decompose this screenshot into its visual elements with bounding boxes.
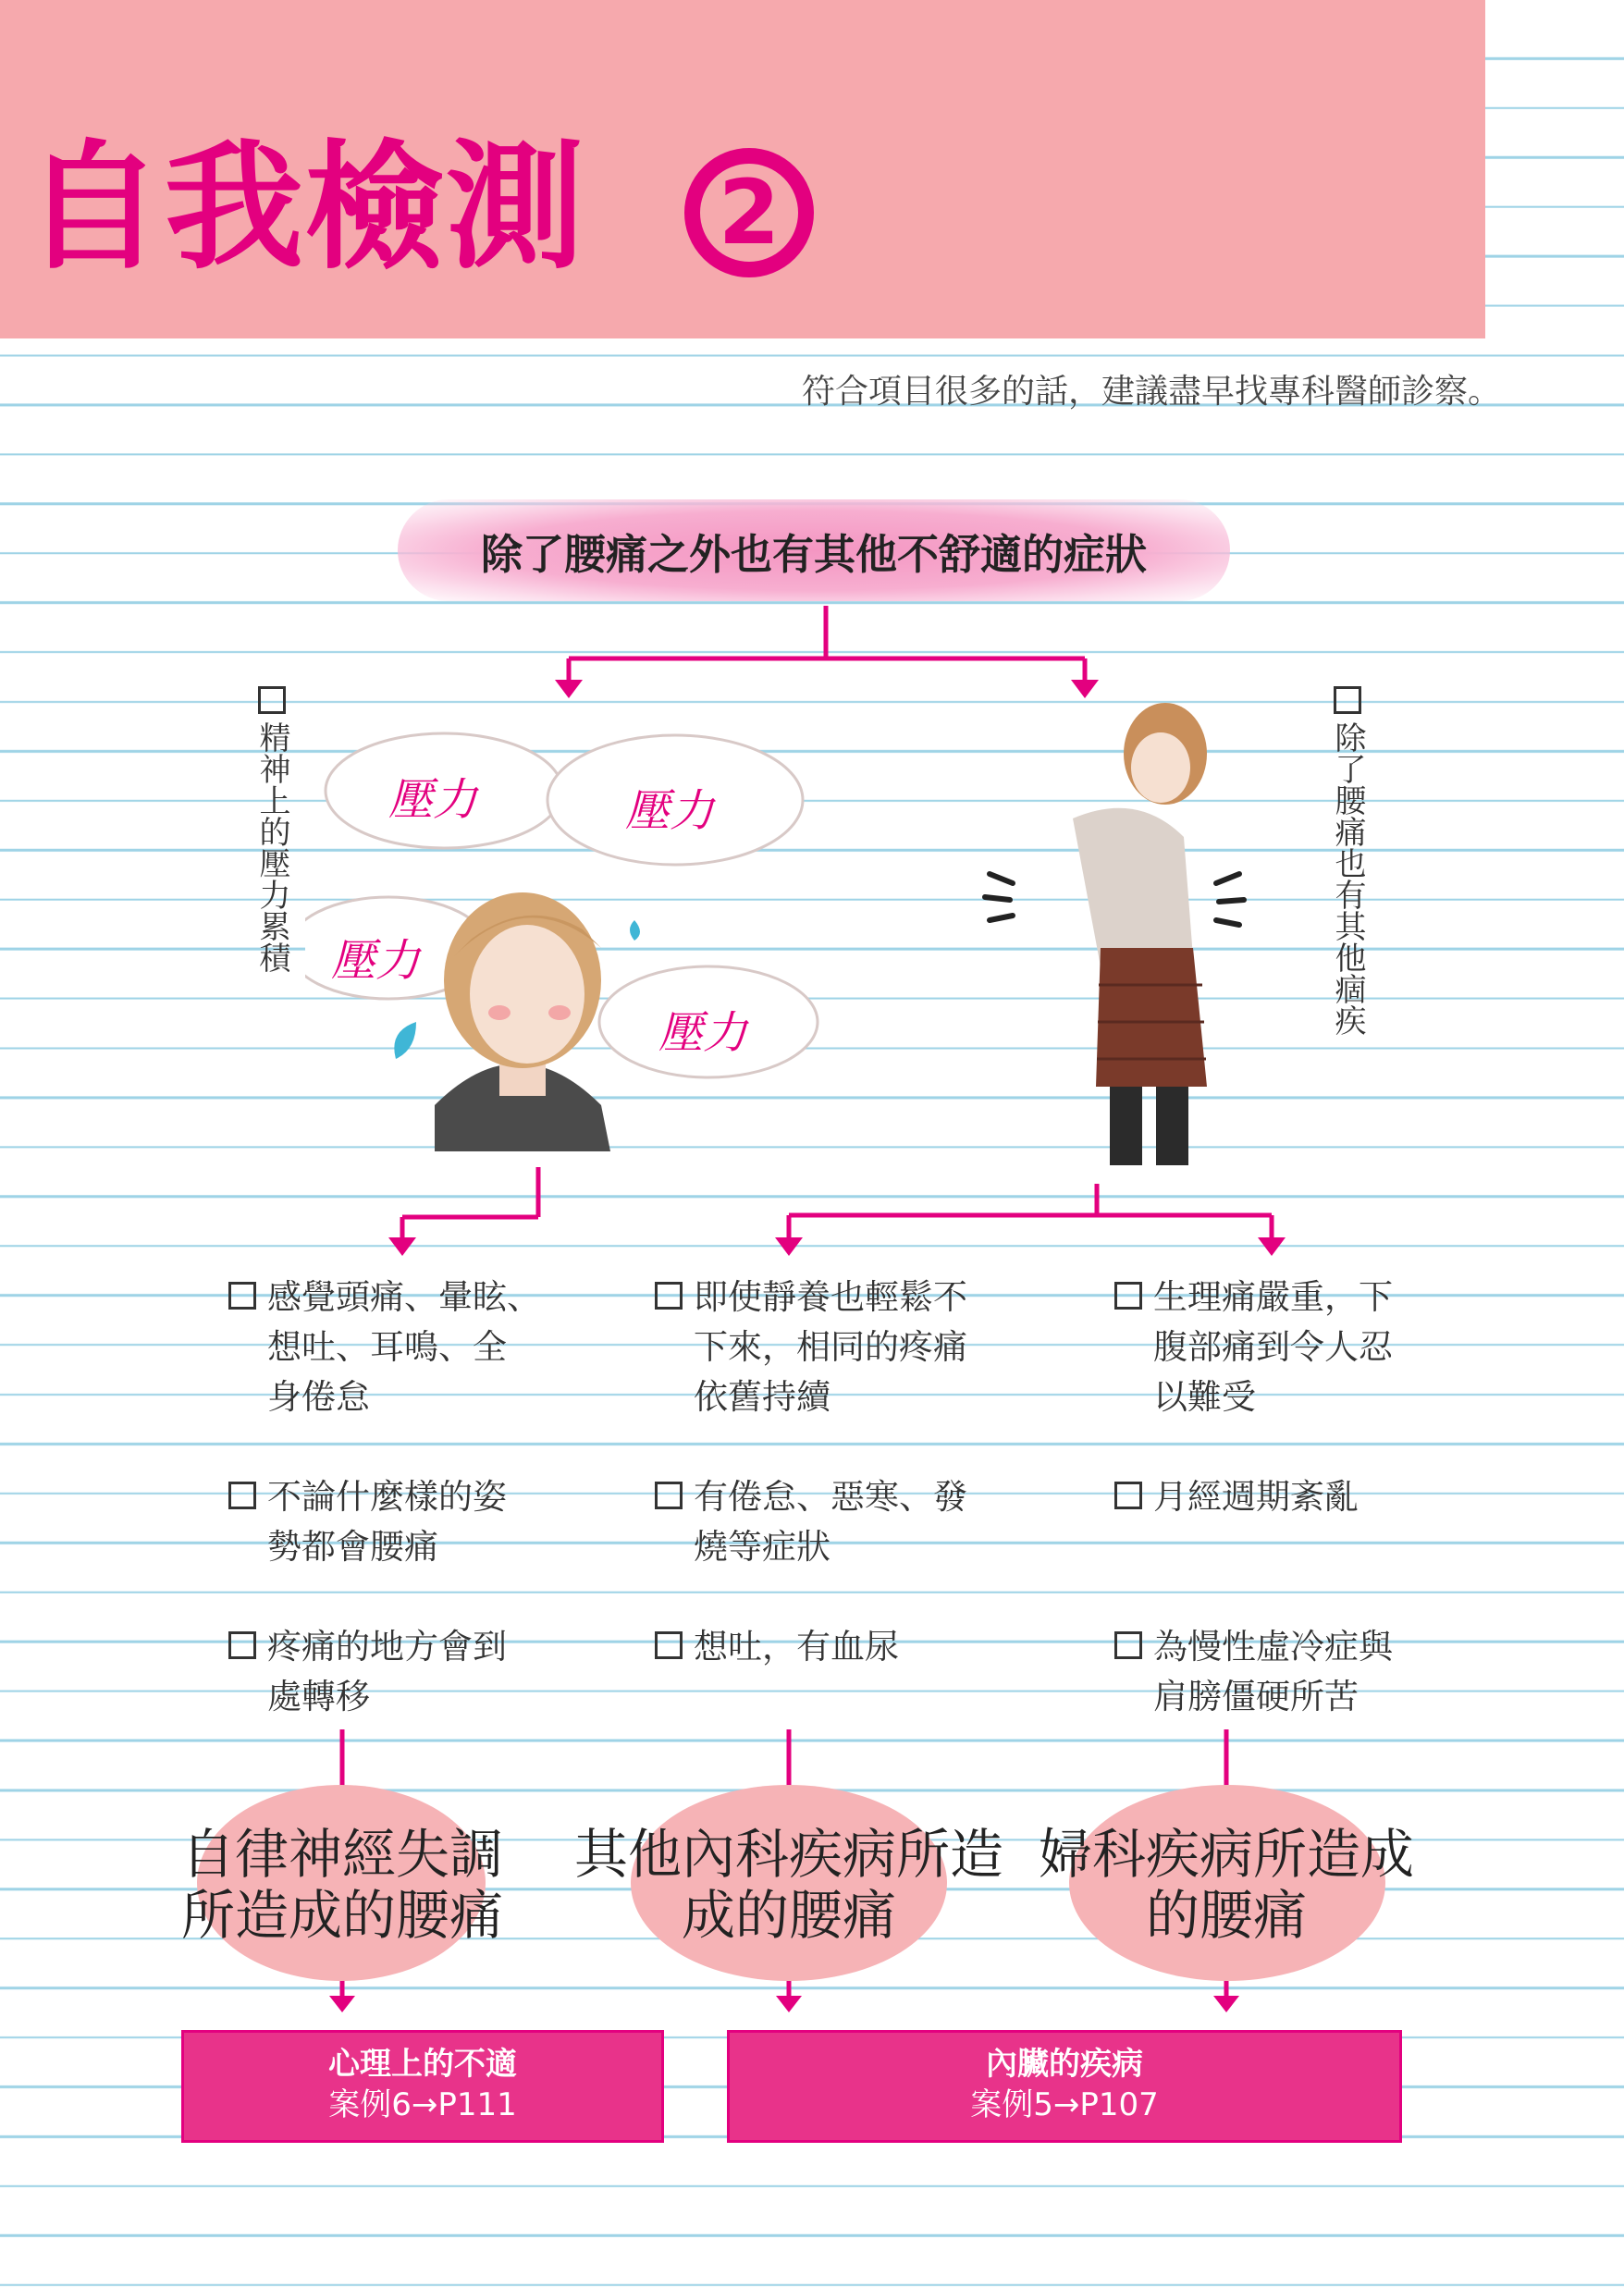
checklist-item: 疼痛的地方會到 處轉移 bbox=[228, 1622, 507, 1722]
checklist-item: 為慢性虛冷症與 肩膀僵硬所苦 bbox=[1114, 1622, 1393, 1722]
reference-title: 內臟的疾病 bbox=[986, 2046, 1143, 2083]
checkbox-icon bbox=[228, 1282, 256, 1310]
checkbox-icon bbox=[1114, 1482, 1142, 1509]
cloud-stress-text: 壓力 bbox=[331, 935, 421, 987]
checklist-item: 有倦怠、惡寒、發 燒等症狀 bbox=[655, 1472, 967, 1572]
reference-page-link: 案例6→P111 bbox=[328, 2086, 517, 2123]
checklist-item: 即使靜養也輕鬆不 下來，相同的疼痛 依舊持續 bbox=[655, 1273, 967, 1422]
result-autonomic-text: 自律神經失調 所造成的腰痛 bbox=[180, 1823, 503, 1947]
top-question-text: 除了腰痛之外也有其他不舒適的症狀 bbox=[480, 529, 1147, 579]
checkbox-icon bbox=[1334, 686, 1361, 714]
reference-box-internal bbox=[727, 2030, 1402, 2143]
branch-right-label: 除了腰痛也有其他痼疾 bbox=[1328, 686, 1365, 1036]
checkbox-icon bbox=[1114, 1282, 1142, 1310]
cloud-stress-text: 壓力 bbox=[388, 774, 478, 826]
result-gynecologic-text: 婦科疾病所造成 的腰痛 bbox=[1038, 1823, 1414, 1947]
result-internal-text: 其他內科疾病所造 成的腰痛 bbox=[573, 1823, 1003, 1947]
checkbox-icon bbox=[1114, 1631, 1142, 1659]
checkbox-icon bbox=[655, 1482, 683, 1509]
title-number-badge: 2 bbox=[684, 148, 814, 277]
checkbox-icon bbox=[655, 1631, 683, 1659]
cloud-stress-text: 壓力 bbox=[625, 785, 715, 837]
checkbox-icon bbox=[655, 1282, 683, 1310]
checkbox-icon bbox=[228, 1631, 256, 1659]
reference-page-link: 案例5→P107 bbox=[970, 2086, 1159, 2123]
checklist-item: 感覺頭痛、暈眩、 想吐、耳鳴、全 身倦怠 bbox=[228, 1273, 541, 1422]
checklist-item: 月經週期紊亂 bbox=[1114, 1472, 1359, 1522]
checkbox-icon bbox=[258, 686, 286, 714]
checklist-item: 生理痛嚴重，下 腹部痛到令人忍 以難受 bbox=[1114, 1273, 1393, 1422]
back-pain-woman-illustration bbox=[971, 689, 1249, 1179]
branch-left-label: 精神上的壓力累積 bbox=[252, 686, 289, 973]
cloud-stress-text: 壓力 bbox=[658, 1007, 748, 1059]
checklist-item: 想吐，有血尿 bbox=[655, 1622, 899, 1672]
checkbox-icon bbox=[228, 1482, 256, 1509]
reference-title: 心理上的不適 bbox=[328, 2046, 517, 2083]
page-title: 自我檢測 bbox=[24, 128, 587, 289]
reference-box-psychological bbox=[181, 2030, 664, 2143]
intro-text: 符合項目很多的話，建議盡早找專科醫師診察。 bbox=[801, 373, 1501, 411]
checklist-item: 不論什麼樣的姿 勢都會腰痛 bbox=[228, 1472, 507, 1572]
